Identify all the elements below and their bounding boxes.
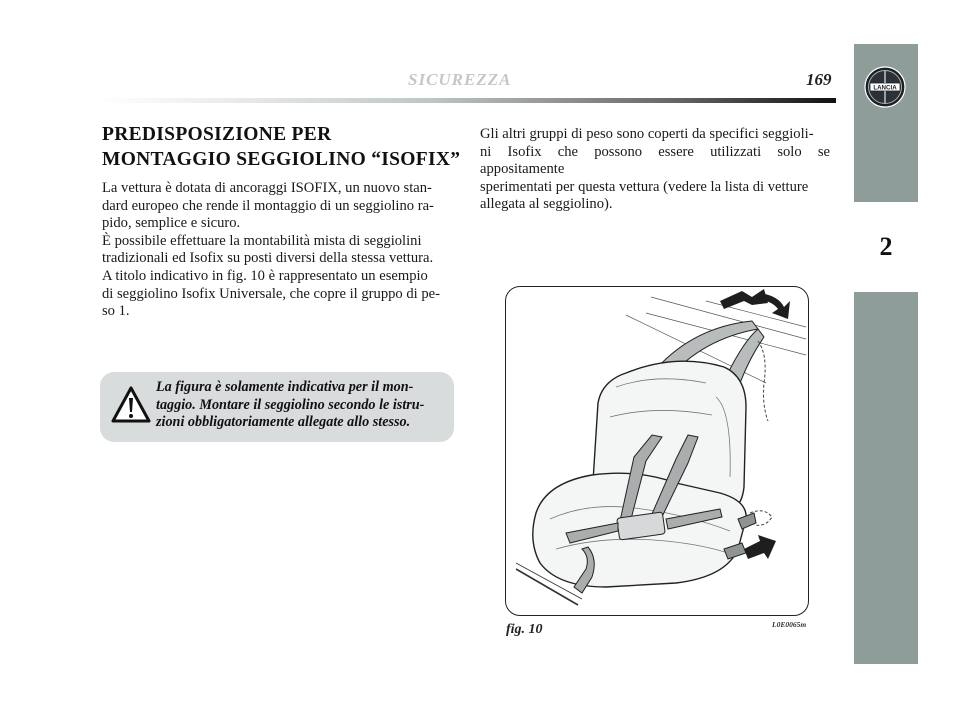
warning-text — [156, 379, 448, 432]
warning-line: zioni obbligatoriamente allegate allo stesso. — [156, 414, 411, 431]
page-number: 169 — [806, 70, 832, 89]
chapter-number: 2 — [879, 232, 893, 261]
heading-line: PREDISPOSIZIONE PER — [102, 124, 332, 145]
text-line: sperimentati per questa vettura (vedere la lista di vetture — [480, 178, 809, 195]
tab-bottom-block — [854, 292, 918, 664]
text-line: allegata al seggiolino). — [480, 196, 613, 213]
direction-arrow-icon — [744, 535, 776, 559]
figure-child-seat-illustration — [505, 286, 809, 616]
text-line: dard europeo che rende il montaggio di un seggiolino ra- — [102, 197, 434, 214]
text-line: pido, semplice e sicuro. — [102, 215, 241, 232]
paragraph-other-groups — [480, 126, 830, 214]
header-rule — [98, 98, 836, 103]
child-seat-drawing — [506, 287, 808, 615]
text-line: Gli altri gruppi di peso sono coperti da specifici seggioli- — [480, 126, 814, 142]
warning-box — [100, 372, 454, 442]
text-line: La vettura è dotata di ancoraggi ISOFIX, un nuovo stan- — [102, 180, 432, 196]
warning-triangle-icon — [110, 384, 152, 426]
lancia-logo-icon — [864, 66, 906, 108]
text-line: È possibile effettuare la montabilità mista di seggiolini — [102, 232, 422, 249]
warning-line: taggio. Montare il seggiolino secondo le istru- — [156, 396, 425, 413]
section-heading — [102, 122, 462, 172]
heading-line: MONTAGGIO SEGGIOLINO “ISOFIX” — [102, 149, 461, 170]
direction-arrow-icon — [720, 289, 790, 319]
warning-line: La figura è solamente indicativa per il mon- — [156, 379, 414, 395]
text-line: ni Isofix che possono essere utilizzati solo se appositamente — [480, 143, 830, 178]
figure-caption: fig. 10 — [506, 622, 543, 637]
text-line: so 1. — [102, 303, 130, 320]
header-title: SICUREZZA — [408, 70, 512, 89]
chapter-side-tab — [854, 44, 918, 664]
text-line: tradizionali ed Isofix su posti diversi della stessa vettura. — [102, 250, 434, 267]
paragraph-isofix-intro — [102, 180, 454, 321]
tab-top-block — [854, 44, 918, 202]
figure-code: L0E0065m — [772, 620, 807, 629]
text-line: di seggiolino Isofix Universale, che copre il gruppo di pe- — [102, 285, 441, 302]
logo-text: LANCIA — [873, 84, 897, 92]
text-line: A titolo indicativo in fig. 10 è rappresentato un esempio — [102, 267, 428, 284]
